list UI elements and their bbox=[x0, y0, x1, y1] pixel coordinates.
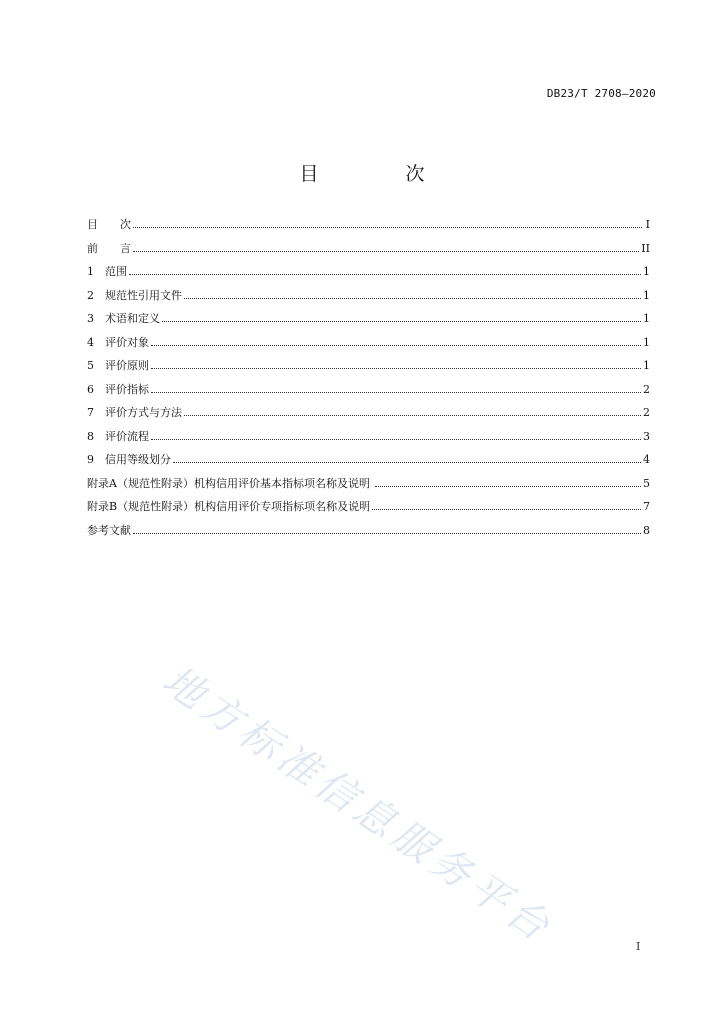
toc-leader-dots bbox=[162, 320, 641, 322]
toc-entry[interactable] bbox=[87, 453, 650, 477]
toc-entry-page: 1 bbox=[643, 288, 650, 302]
toc-entry-label: 3 术语和定义 bbox=[87, 312, 160, 325]
toc-entry-label: 4 评价对象 bbox=[87, 335, 149, 349]
toc-entry[interactable] bbox=[87, 265, 650, 289]
toc-entry[interactable] bbox=[87, 430, 650, 454]
toc-entry-page: 3 bbox=[643, 429, 650, 443]
toc-entry-label: 2 规范性引用文件 bbox=[87, 288, 182, 302]
toc-leader-dots bbox=[173, 461, 641, 463]
toc-entry-page: 1 bbox=[643, 359, 650, 372]
toc-entry-page: 8 bbox=[643, 523, 650, 537]
toc-entry-page: II bbox=[641, 241, 650, 255]
toc-entry[interactable] bbox=[87, 524, 650, 548]
watermark: 地方标准信息服务平台 bbox=[154, 657, 562, 953]
toc-entry-label: 附录A（规范性附录）机构信用评价基本指标项名称及说明 bbox=[87, 476, 374, 490]
toc-leader-dots bbox=[133, 226, 642, 228]
toc-entry-label: 参考文献 bbox=[87, 523, 131, 537]
table-of-contents bbox=[87, 218, 650, 547]
toc-entry-page: 5 bbox=[643, 476, 650, 490]
toc-leader-dots bbox=[151, 344, 641, 346]
toc-entry-label: 1 范围 bbox=[87, 265, 127, 278]
toc-leader-dots bbox=[133, 532, 641, 534]
toc-leader-dots bbox=[184, 297, 641, 299]
toc-entry-label: 9 信用等级划分 bbox=[87, 453, 171, 466]
toc-entry-page: 4 bbox=[643, 453, 650, 466]
page-number: I bbox=[636, 940, 641, 953]
toc-entry[interactable] bbox=[87, 336, 650, 360]
toc-entry-page: 7 bbox=[643, 500, 650, 513]
toc-entry[interactable] bbox=[87, 289, 650, 313]
toc-entry-label: 7 评价方式与方法 bbox=[87, 406, 182, 419]
toc-entry-page: 2 bbox=[643, 382, 650, 396]
toc-entry-page: 1 bbox=[643, 312, 650, 325]
toc-entry[interactable] bbox=[87, 500, 650, 524]
toc-leader-dots bbox=[184, 414, 641, 416]
toc-entry-label: 6 评价指标 bbox=[87, 382, 149, 396]
toc-leader-dots bbox=[372, 508, 641, 510]
toc-entry[interactable] bbox=[87, 383, 650, 407]
toc-entry-label: 附录B（规范性附录）机构信用评价专项指标项名称及说明 bbox=[87, 500, 371, 513]
toc-entry[interactable] bbox=[87, 359, 650, 383]
toc-entry[interactable] bbox=[87, 477, 650, 501]
toc-entry-label: 5 评价原则 bbox=[87, 359, 149, 372]
toc-leader-dots bbox=[129, 273, 641, 275]
toc-entry[interactable] bbox=[87, 242, 650, 266]
toc-entry-label: 前 言 bbox=[87, 241, 131, 255]
toc-entry[interactable] bbox=[87, 406, 650, 430]
toc-entry-page: I bbox=[645, 218, 650, 231]
toc-entry-page: 1 bbox=[643, 265, 650, 278]
toc-leader-dots bbox=[375, 485, 641, 487]
toc-entry-page: 1 bbox=[643, 335, 650, 349]
toc-leader-dots bbox=[133, 250, 639, 252]
toc-title: 目 次 bbox=[299, 163, 459, 185]
toc-leader-dots bbox=[151, 438, 641, 440]
toc-leader-dots bbox=[151, 367, 641, 369]
toc-entry[interactable] bbox=[87, 312, 650, 336]
toc-entry-label: 8 评价流程 bbox=[87, 429, 149, 443]
toc-entry-page: 2 bbox=[643, 406, 650, 419]
document-code: DB23/T 2708—2020 bbox=[546, 87, 656, 100]
toc-leader-dots bbox=[151, 391, 641, 393]
toc-entry-label: 目 次 bbox=[87, 218, 131, 231]
toc-entry[interactable] bbox=[87, 218, 650, 242]
